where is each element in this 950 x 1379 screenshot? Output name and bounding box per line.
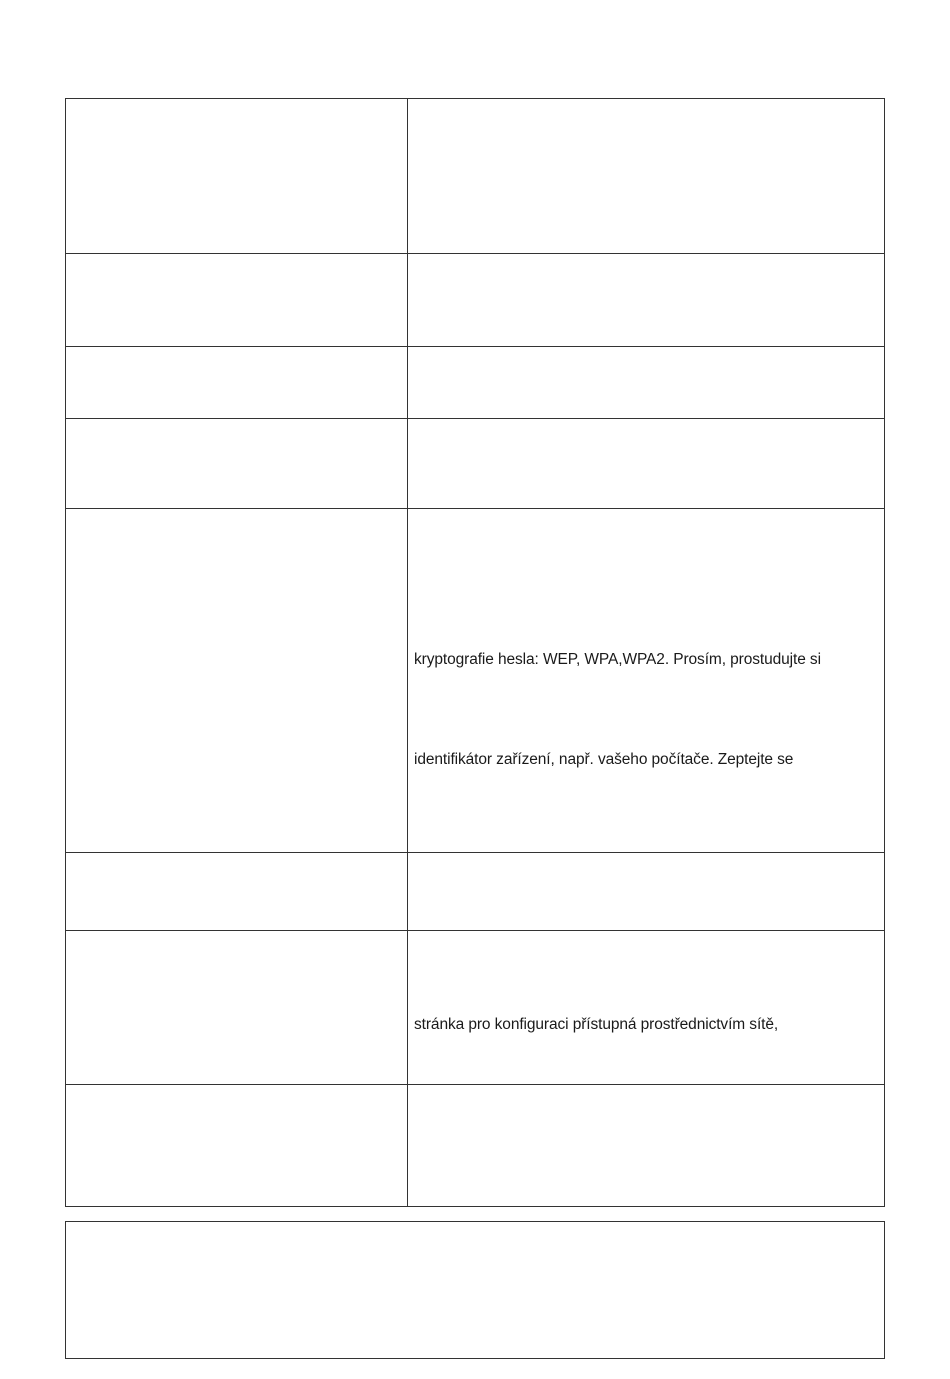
- table-row: [66, 419, 884, 509]
- definition-cell: [408, 1085, 884, 1206]
- definition-cell: [408, 254, 884, 346]
- definition-text-line: kryptografie hesla: WEP, WPA,WPA2. Prosím, prostudujte si: [414, 651, 821, 668]
- definitions-table: [65, 98, 885, 1207]
- term-cell: [66, 254, 408, 346]
- term-cell: [66, 853, 408, 930]
- note-box: [65, 1221, 885, 1359]
- table-row: [66, 347, 884, 419]
- definition-cell: [408, 419, 884, 508]
- table-row: [66, 853, 884, 931]
- definition-text-line: stránka pro konfiguraci přístupná prostřednictvím sítě,: [414, 1016, 779, 1033]
- definition-cell: [408, 509, 884, 852]
- term-cell: [66, 931, 408, 1084]
- table-row: [66, 1085, 884, 1206]
- table-row: [66, 931, 884, 1085]
- term-cell: [66, 1085, 408, 1206]
- definition-cell: [408, 347, 884, 418]
- table-row: [66, 99, 884, 254]
- definition-text-line: identifikátor zařízení, např. vašeho počítače. Zeptejte se: [414, 751, 794, 768]
- term-cell: [66, 419, 408, 508]
- table-row: [66, 509, 884, 853]
- term-cell: [66, 99, 408, 253]
- term-cell: [66, 509, 408, 852]
- definition-cell: [408, 853, 884, 930]
- definition-cell: [408, 99, 884, 253]
- definition-cell: [408, 931, 884, 1084]
- table-row: [66, 254, 884, 347]
- term-cell: [66, 347, 408, 418]
